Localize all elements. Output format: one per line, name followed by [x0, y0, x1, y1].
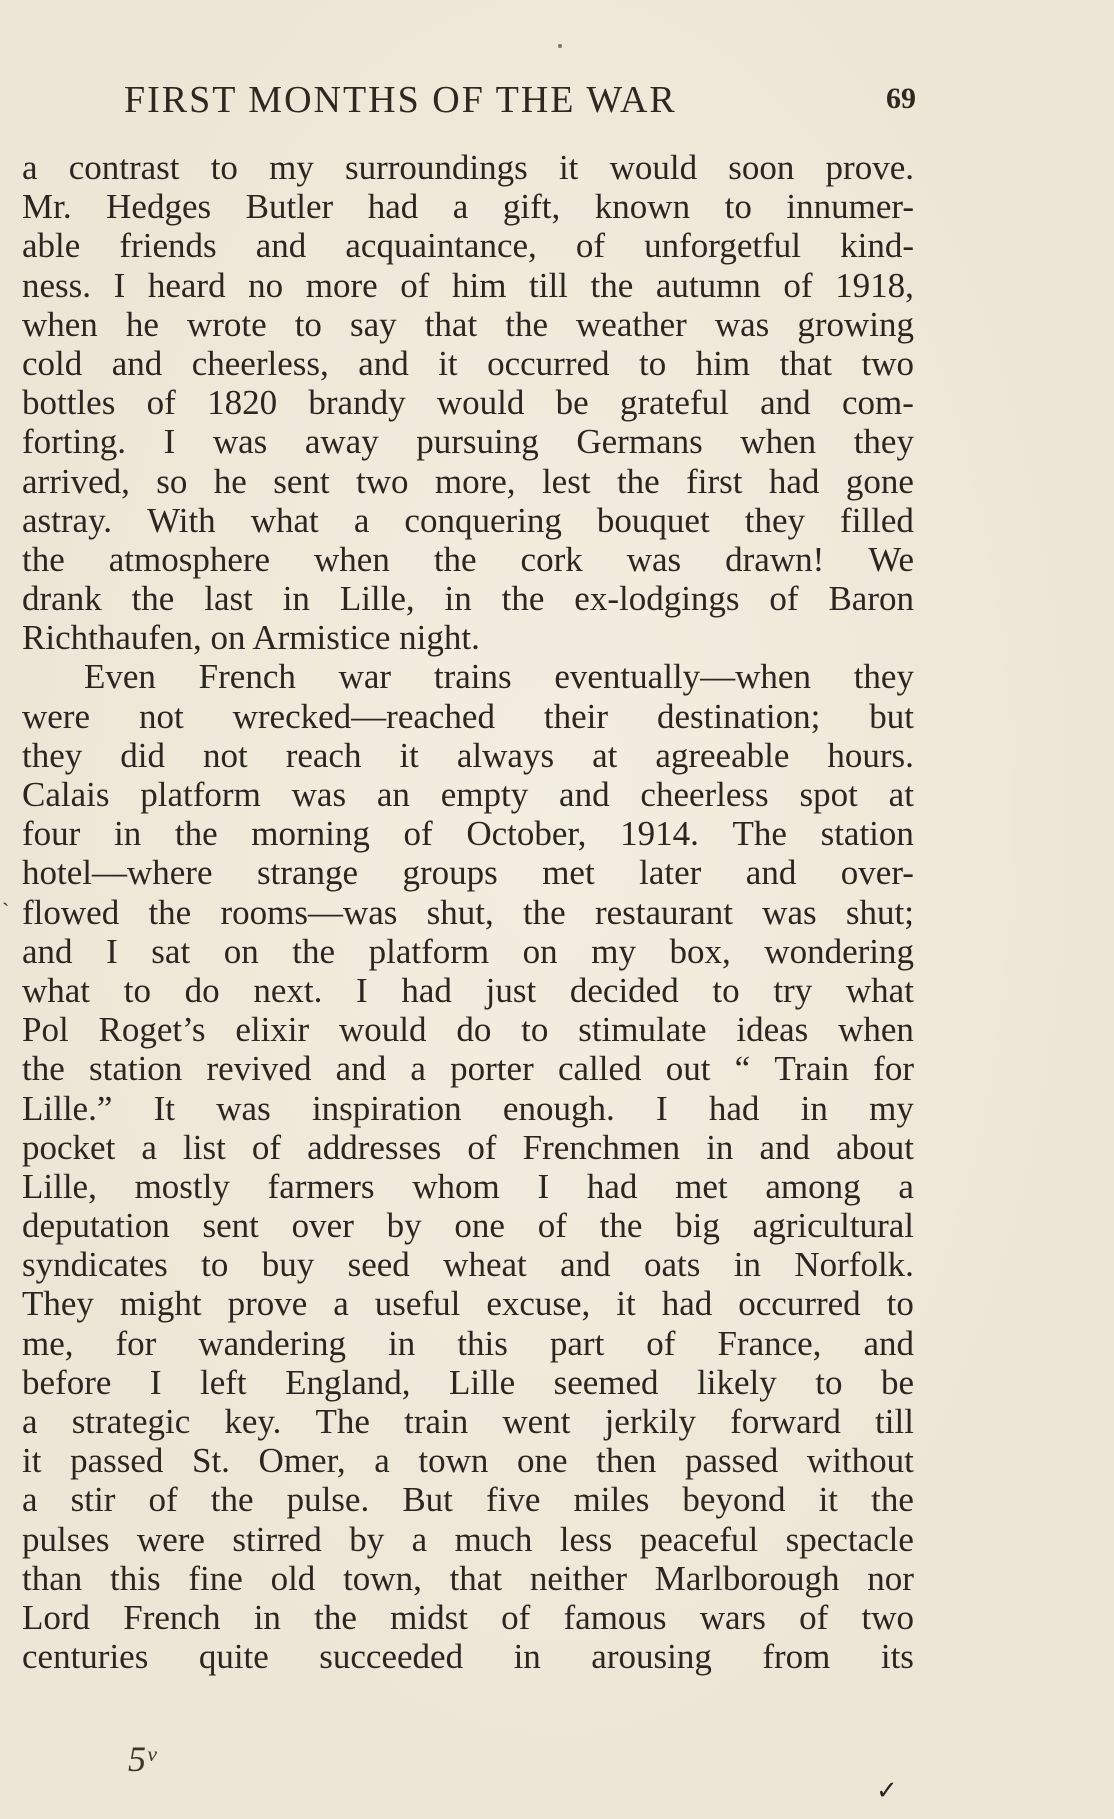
text-line: They might prove a useful excuse, it had occurred to [22, 1284, 914, 1324]
text-line: what to do next. I had just decided to try what [22, 970, 914, 1010]
text-line: Pol Roget’s elixir would do to stimulate ideas when [22, 1010, 914, 1050]
check-mark-icon: ✓ [876, 1776, 898, 1805]
text-line: the station revived and a porter called out “ Train for [22, 1049, 914, 1089]
text-line: astray. With what a conquering bouquet they filled [22, 500, 914, 540]
text-line: hotel—where strange groups met later and over- [22, 853, 914, 893]
text-line: Lord French in the midst of famous wars of two [22, 1597, 914, 1637]
text-line: deputation sent over by one of the big agricultural [22, 1206, 914, 1246]
text-line: cold and cheerless, and it occurred to him that two [22, 343, 914, 383]
text-line: Mr. Hedges Butler had a gift, known to innumer- [22, 187, 914, 227]
text-line: and I sat on the platform on my box, wondering [22, 931, 914, 971]
text-line: a stir of the pulse. But five miles beyond it the [22, 1480, 914, 1520]
text-line: able friends and acquaintance, of unforgetful kind- [22, 226, 914, 266]
text-line: than this fine old town, that neither Marlborough nor [22, 1558, 914, 1598]
running-head [124, 78, 916, 128]
text-line: a contrast to my surroundings it would soon prove. [22, 148, 914, 187]
text-line: Calais platform was an empty and cheerless spot at [22, 775, 914, 814]
text-line: Even French war trains eventually—when they [84, 657, 914, 697]
text-line: syndicates to buy seed wheat and oats in Norfolk. [22, 1245, 914, 1285]
signature-mark: 5ᵛ [128, 1739, 157, 1779]
text-line: forting. I was away pursuing Germans when they [22, 422, 914, 462]
body-text [22, 148, 914, 1676]
page-number: 69 [886, 82, 916, 115]
text-line: four in the morning of October, 1914. The station [22, 814, 914, 854]
text-line: pocket a list of addresses of Frenchmen in and about [22, 1127, 914, 1167]
text-line: centuries quite succeeded in arousing from its [22, 1637, 914, 1677]
text-line: they did not reach it always at agreeable hours. [22, 735, 914, 775]
text-line: bottles of 1820 brandy would be grateful and com- [22, 383, 914, 423]
text-line: Richthaufen, on Armistice night. [22, 618, 480, 658]
text-line: ness. I heard no more of him till the autumn of 1918, [22, 265, 914, 305]
text-line: were not wrecked—reached their destination; but [22, 696, 914, 736]
text-line: drank the last in Lille, in the ex-lodgings of Baron [22, 579, 914, 619]
text-line: the atmosphere when the cork was drawn! We [22, 539, 914, 579]
text-line: pulses were stirred by a much less peaceful spectacle [22, 1519, 914, 1559]
top-dot [558, 44, 562, 48]
text-line: when he wrote to say that the weather was growing [22, 304, 914, 344]
text-line: Lille, mostly farmers whom I had met among a [22, 1166, 914, 1206]
running-title: FIRST MONTHS OF THE WAR [124, 79, 677, 121]
text-line: a strategic key. The train went jerkily forward till [22, 1402, 914, 1441]
text-line: arrived, so he sent two more, lest the first had gone [22, 461, 914, 501]
left-margin-mark: ` [2, 898, 10, 923]
text-line: it passed St. Omer, a town one then passed without [22, 1441, 914, 1481]
text-line: flowed the rooms—was shut, the restaurant was shut; [22, 892, 914, 932]
text-line: Lille.” It was inspiration enough. I had in my [22, 1088, 914, 1128]
text-line: before I left England, Lille seemed likely to be [22, 1362, 914, 1402]
text-line: me, for wandering in this part of France, and [22, 1323, 914, 1363]
